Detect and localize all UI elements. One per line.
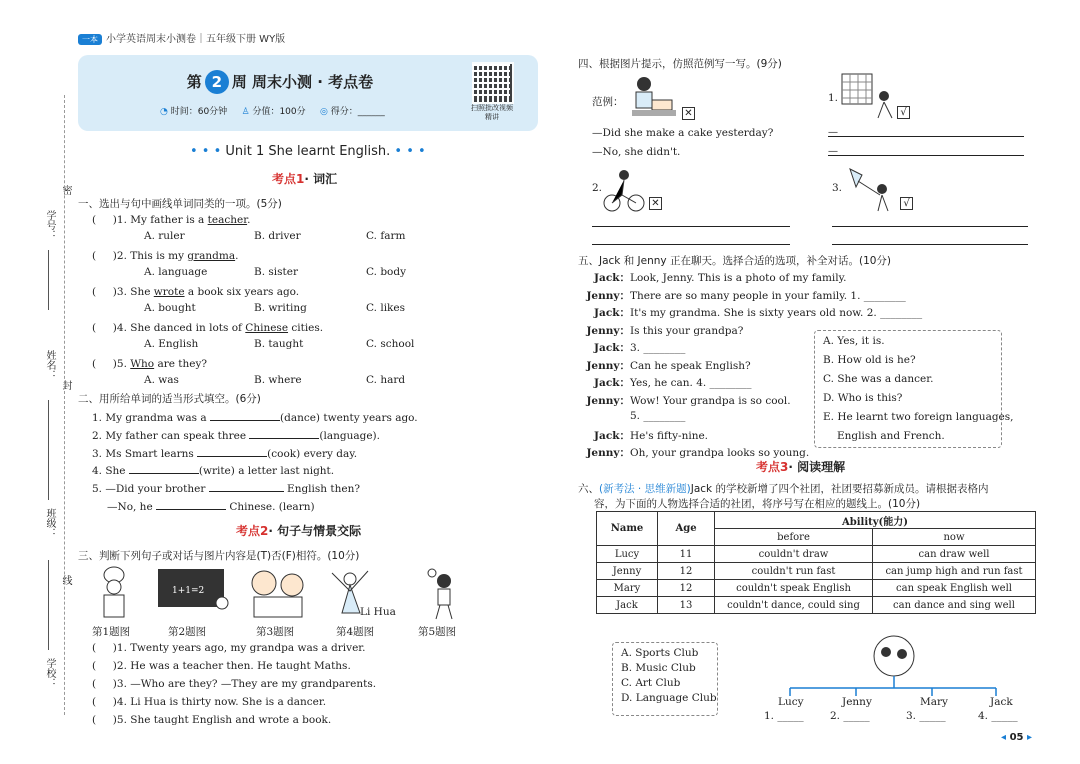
club-option: D. Language Club <box>621 692 717 704</box>
s1-list <box>92 214 452 394</box>
s1-item: ( )2. This is my grandma. A. language B. sister C. body <box>92 250 407 278</box>
group-photo-icon <box>874 636 914 676</box>
table-row: Jenny 12 couldn't run fast can jump high and run fast <box>597 563 1036 580</box>
kd1-heading <box>272 170 337 187</box>
answer-line[interactable] <box>828 155 1024 156</box>
qr-code-pattern <box>472 62 510 100</box>
s2-line6: —No, he Chinese. (learn) <box>107 501 315 513</box>
dialogue-line: Jenny：Can he speak English? <box>586 359 751 372</box>
swim-picture <box>840 72 896 122</box>
blank-4[interactable]: 4. _____ <box>978 710 1018 722</box>
dialogue-line: Jack：Look, Jenny. This is a photo of my family. <box>594 272 847 284</box>
answer-line[interactable] <box>832 226 1028 227</box>
option: E. He learnt two foreign languages, <box>823 411 1014 423</box>
person-mary: Mary <box>920 696 948 708</box>
option: B. How old is he? <box>823 354 916 366</box>
boy-picture <box>428 569 452 619</box>
class-label: 班级： <box>44 508 55 538</box>
feng-mark: 封 <box>60 380 71 390</box>
club-option: C. Art Club <box>621 677 681 689</box>
score-info: 分值：100分 <box>252 107 306 117</box>
unit-text: Unit 1 She learnt English. <box>225 144 391 159</box>
s1-item: ( )4. She danced in lots of Chinese cities. A. English B. taught C. school <box>92 322 415 350</box>
unit-title: • • • Unit 1 She learnt English. • • • <box>190 144 426 159</box>
answer-line[interactable] <box>832 244 1028 245</box>
got-score: 得分：______ <box>330 107 385 117</box>
person-jenny: Jenny <box>842 696 872 708</box>
answer-line[interactable] <box>828 136 1024 137</box>
time-info: 时间：60分钟 <box>170 107 228 117</box>
lihua-label: Li Hua <box>360 606 396 618</box>
q3-num: 3. <box>832 182 843 194</box>
s1-item: ( )1. My father is a teacher. A. ruler B. driver C. farm <box>92 214 406 242</box>
qr-caption: 扫照批改视频精讲 <box>471 104 513 121</box>
quiz-title <box>90 70 470 94</box>
pic3-caption: 第3题图 <box>256 626 295 638</box>
kd1-a: 考点1 <box>272 172 305 186</box>
title-post: 周 周末小测 · 考点卷 <box>231 73 374 91</box>
week-number: 2 <box>205 70 229 94</box>
cut-line <box>64 95 65 715</box>
quiz-info <box>160 104 385 117</box>
cake-picture <box>622 72 678 122</box>
svg-text:1+1=2: 1+1=2 <box>172 586 205 596</box>
blank-3[interactable]: 3. _____ <box>906 710 946 722</box>
pic2-caption: 第2题图 <box>168 626 207 638</box>
th-age: Age <box>658 512 715 546</box>
num-label: 学号： <box>44 210 55 240</box>
s3-title: 三、判断下列句子或对话与图片内容是(T)否(F)相符。(10分) <box>78 550 360 562</box>
publisher-logo: 一本 <box>78 34 102 45</box>
person-lucy: Lucy <box>778 696 804 708</box>
th-ability: Ability(能力) <box>715 512 1036 529</box>
s3-item: ( )1. Twenty years ago, my grandpa was a driver. <box>92 642 366 654</box>
s1-item: ( )3. She wrote a book six years ago. A. bought B. writing C. likes <box>92 286 406 314</box>
target-icon: ◎ <box>319 107 328 117</box>
blank-1[interactable]: 1. _____ <box>764 710 804 722</box>
dialogue-line: Jenny：There are so many people in your family. 1. ________ <box>586 289 906 302</box>
clubs-box <box>612 642 718 716</box>
dialogue-line: Jack：He's fifty-nine. <box>594 429 709 442</box>
dialogue-line: Jack：3. ________ <box>594 342 686 354</box>
series-header <box>78 30 285 45</box>
options-box <box>814 330 1014 448</box>
s2-line2: 2. My father can speak three (language). <box>92 430 380 442</box>
tick-mark: √ <box>900 197 913 210</box>
s2-line1: 1. My grandma was a (dance) twenty years ago. <box>92 412 418 424</box>
dialogue-line: Jack：Yes, he can. 4. ________ <box>594 377 752 389</box>
mi-mark: 密 <box>60 185 71 195</box>
s1-item: ( )5. Who are they? A. was B. where C. hard <box>92 358 406 386</box>
pic4-caption: 第4题图 <box>336 626 375 638</box>
title-pre: 第 <box>186 73 202 91</box>
table-row: Lucy 11 couldn't draw can draw well <box>597 546 1036 563</box>
s4-title: 四、根据图片提示，仿照范例写一写。(9分) <box>578 58 782 70</box>
option: C. She was a dancer. <box>823 373 934 385</box>
dialogue-line: Jenny：Wow! Your grandpa is so cool. <box>586 394 791 407</box>
option: D. Who is this? <box>823 392 903 404</box>
club-option: A. Sports Club <box>621 647 699 659</box>
kite-picture <box>846 165 896 215</box>
cross-mark: ✕ <box>682 107 695 120</box>
kd1-b: · 词汇 <box>304 172 338 186</box>
s6-title: 六、(新考法 · 思维新题)Jack 的学校新增了四个社团，社团要招募新成员。请根据表格内 <box>578 483 989 495</box>
blackboard-picture <box>158 569 228 609</box>
s3-item: ( )2. He was a teacher then. He taught Maths. <box>92 660 351 672</box>
kd3-heading: 考点3· 阅读理解 <box>756 460 846 474</box>
s5-title: 五、Jack 和 Jenny 正在聊天。选择合适的选项，补全对话。(10分) <box>578 255 892 267</box>
xian-mark: 线 <box>60 575 71 585</box>
s3-item: ( )5. She taught English and wrote a book. <box>92 714 332 726</box>
pic5-caption: 第5题图 <box>418 626 457 638</box>
example-question: —Did she make a cake yesterday? <box>592 127 774 139</box>
dialogue-line: Jenny：Is this your grandpa? <box>586 324 744 337</box>
series-title: 小学英语周末小测卷｜五年级下册 WY版 <box>106 34 286 45</box>
th-before: before <box>715 529 873 546</box>
s3-item: ( )4. Li Hua is thirty now. She is a dancer. <box>92 696 327 708</box>
blank-2[interactable]: 2. _____ <box>830 710 870 722</box>
person-icon: ♙ <box>241 107 250 117</box>
option: English and French. <box>837 430 945 442</box>
option: A. Yes, it is. <box>823 335 885 347</box>
name-label: 姓名： <box>44 350 55 380</box>
q2-num: 2. <box>592 182 603 194</box>
s2-line4: 4. She (write) a letter last night. <box>92 465 335 477</box>
table-row: Mary 12 couldn't speak English can speak English well <box>597 580 1036 597</box>
th-now: now <box>873 529 1036 546</box>
bike-picture <box>602 165 646 215</box>
dialogue-line: 5. ________ <box>630 410 686 422</box>
person-jack: Jack <box>990 696 1013 708</box>
s3-pictures <box>92 563 472 623</box>
s1-title: 一、选出与句中画线单词同类的一项。(5分) <box>78 198 282 210</box>
people-tree <box>770 632 1030 702</box>
ability-table <box>596 511 1036 614</box>
s2-line5: 5. —Did your brother English then? <box>92 483 360 495</box>
clock-icon: ◔ <box>160 107 168 117</box>
example-answer: —No, she didn't. <box>592 146 681 158</box>
pic1-caption: 第1题图 <box>92 626 131 638</box>
answer-line[interactable] <box>592 244 790 245</box>
s2-line3: 3. Ms Smart learns (cook) every day. <box>92 448 358 460</box>
dialogue-line: Jenny：Oh, your grandpa looks so young. <box>586 447 810 459</box>
s2-title: 二、用所给单词的适当形式填空。(6分) <box>78 393 261 405</box>
club-option: B. Music Club <box>621 662 696 674</box>
example-label: 范例： <box>592 96 624 108</box>
page-number: ◂ 05 ▸ <box>1001 732 1032 743</box>
s6-title-2: 容，为下面的人物选择合适的社团，将序号写在相应的题线上。(10分) <box>594 498 921 510</box>
s3-list <box>92 642 376 732</box>
dialogue-line: Jack：It's my grandma. She is sixty years old now. 2. ________ <box>594 307 923 319</box>
tick-mark: √ <box>897 106 910 119</box>
school-label: 学校： <box>44 658 55 688</box>
binding-strip <box>40 160 71 720</box>
th-name: Name <box>597 512 658 546</box>
s3-item: ( )3. —Who are they? —They are my grandparents. <box>92 678 377 690</box>
grandparents-picture <box>252 571 303 617</box>
cross-mark: ✕ <box>649 197 662 210</box>
kd2-heading: 考点2· 句子与情景交际 <box>236 524 362 538</box>
table-row: Jack 13 couldn't dance, could sing can dance and sing well <box>597 597 1036 614</box>
answer-line[interactable] <box>592 226 790 227</box>
q1-num: 1. <box>828 92 839 104</box>
chef-picture <box>104 567 124 617</box>
